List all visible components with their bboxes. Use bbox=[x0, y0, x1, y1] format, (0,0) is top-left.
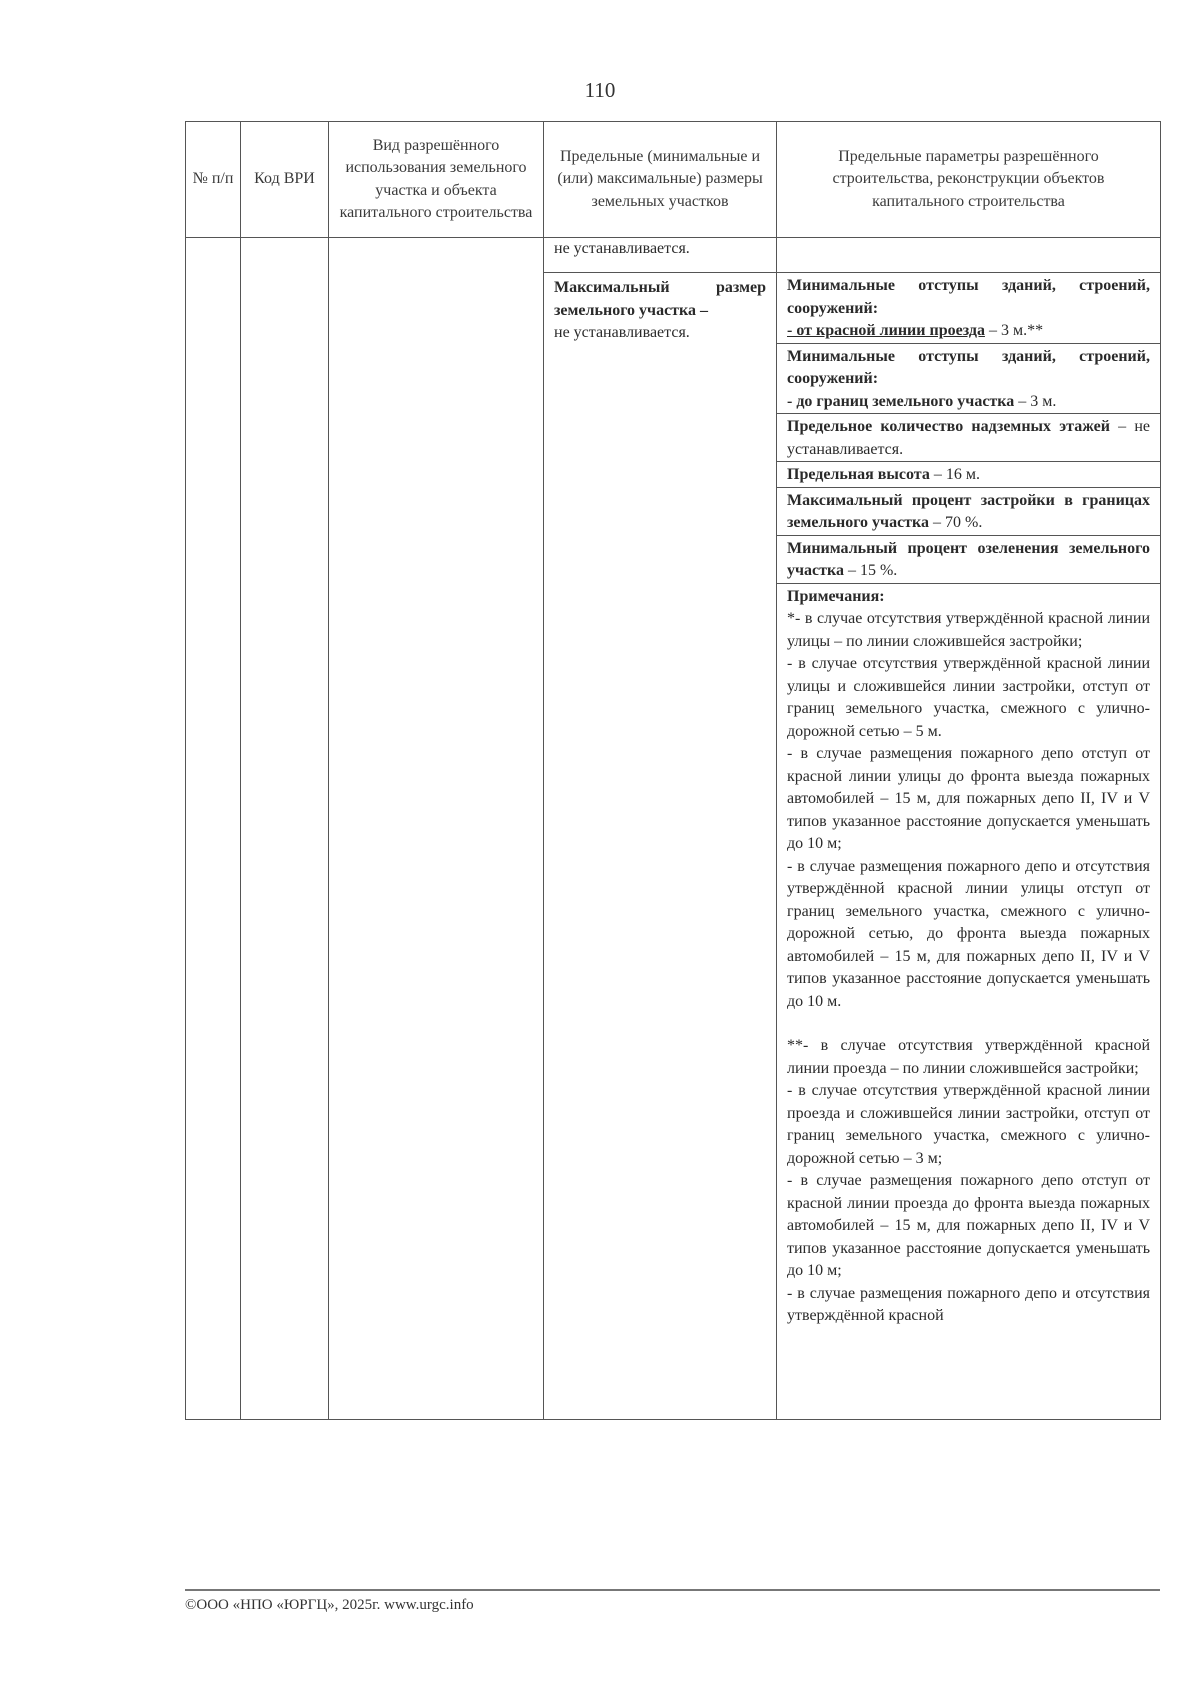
notes-title: Примечания: bbox=[787, 587, 885, 605]
regulations-table bbox=[185, 121, 1161, 1420]
header-use-type: Вид разрешённого использования земельного участка и объекта капитального строительства bbox=[329, 122, 544, 238]
cell-num bbox=[186, 238, 241, 1420]
footer-divider bbox=[185, 1589, 1160, 1591]
cell-continuation-empty bbox=[777, 238, 1161, 273]
note-item: **- в случае отсутствия утверждённой красной линии проезда – по линии сложившейся застройки; bbox=[787, 1037, 1150, 1077]
param-height: Предельная высота – 16 м. bbox=[777, 462, 1160, 488]
note-item: *- в случае отсутствия утверждённой красной линии улицы – по линии сложившейся застройки; bbox=[787, 610, 1150, 650]
note-item: - в случае размещения пожарного депо отступ от красной линии улицы до фронта выезда пожарных автомобилей – 15 м, для пожарных депо II, IV и V типов указанное расстояние допускается уменьшать до 10 м; bbox=[787, 745, 1150, 852]
notes-block bbox=[777, 584, 1160, 1328]
header-plot-sizes: Предельные (минимальные и (или) максимальные) размеры земельных участков bbox=[544, 122, 777, 238]
plot-size-value: не устанавливается. bbox=[554, 324, 690, 341]
param-setback-red-line: Минимальные отступы зданий, строений, сооружений: - от красной линии проезда – 3 м.** bbox=[777, 273, 1160, 344]
header-params: Предельные параметры разрешённого строительства, реконструкции объектов капитального строительства bbox=[777, 122, 1161, 238]
table-row bbox=[186, 238, 1161, 273]
plot-size-title: Максимальный размер земельного участка – bbox=[554, 279, 766, 319]
table-header-row bbox=[186, 122, 1161, 238]
header-code: Код ВРИ bbox=[241, 122, 329, 238]
header-num: № п/п bbox=[186, 122, 241, 238]
page-number: 110 bbox=[584, 78, 616, 102]
cell-code bbox=[241, 238, 329, 1420]
cell-use-type bbox=[329, 238, 544, 1420]
note-item: - в случае отсутствия утверждённой красной линии улицы и сложившейся линии застройки, отступ от границ земельного участка, смежного с улично-дорожной сетью – 5 м. bbox=[787, 655, 1150, 740]
note-item: - в случае размещения пожарного депо и отсутствия утверждённой красной bbox=[787, 1284, 1150, 1324]
param-setback-boundary: Минимальные отступы зданий, строений, сооружений: - до границ земельного участка – 3 м. bbox=[777, 344, 1160, 415]
continuation-text: не устанавливается. bbox=[554, 240, 690, 257]
cell-plot-size bbox=[544, 273, 777, 1420]
note-item: - в случае размещения пожарного депо и отсутствия утверждённой красной линии улицы отступ от границ земельного участка, смежного с улично-дорожной сетью, до фронта выезда пожарных автомобилей – 15 м, для пожарных депо II, IV и V типов указанное расстояние допускается уменьшать до 10 м. bbox=[787, 857, 1150, 1010]
footer-copyright: ©ООО «НПО «ЮРГЦ», 2025г. www.urgc.info bbox=[185, 1597, 474, 1613]
param-greenery: Минимальный процент озеленения земельного участка – 15 %. bbox=[777, 536, 1160, 584]
cell-params bbox=[777, 273, 1161, 1420]
note-item: - в случае размещения пожарного депо отступ от красной линии проезда до фронта выезда пожарных автомобилей – 15 м, для пожарных депо II, IV и V типов указанное расстояние допускается уменьшать до 10 м; bbox=[787, 1172, 1150, 1279]
param-coverage: Максимальный процент застройки в границах земельного участка – 70 %. bbox=[777, 488, 1160, 536]
param-floors: Предельное количество надземных этажей – не устанавливается. bbox=[777, 414, 1160, 462]
note-item: - в случае отсутствия утверждённой красной линии проезда и сложившейся линии застройки, отступ от границ земельного участка, смежного с улично-дорожной сетью – 3 м; bbox=[787, 1082, 1150, 1167]
cell-continuation bbox=[544, 238, 777, 273]
